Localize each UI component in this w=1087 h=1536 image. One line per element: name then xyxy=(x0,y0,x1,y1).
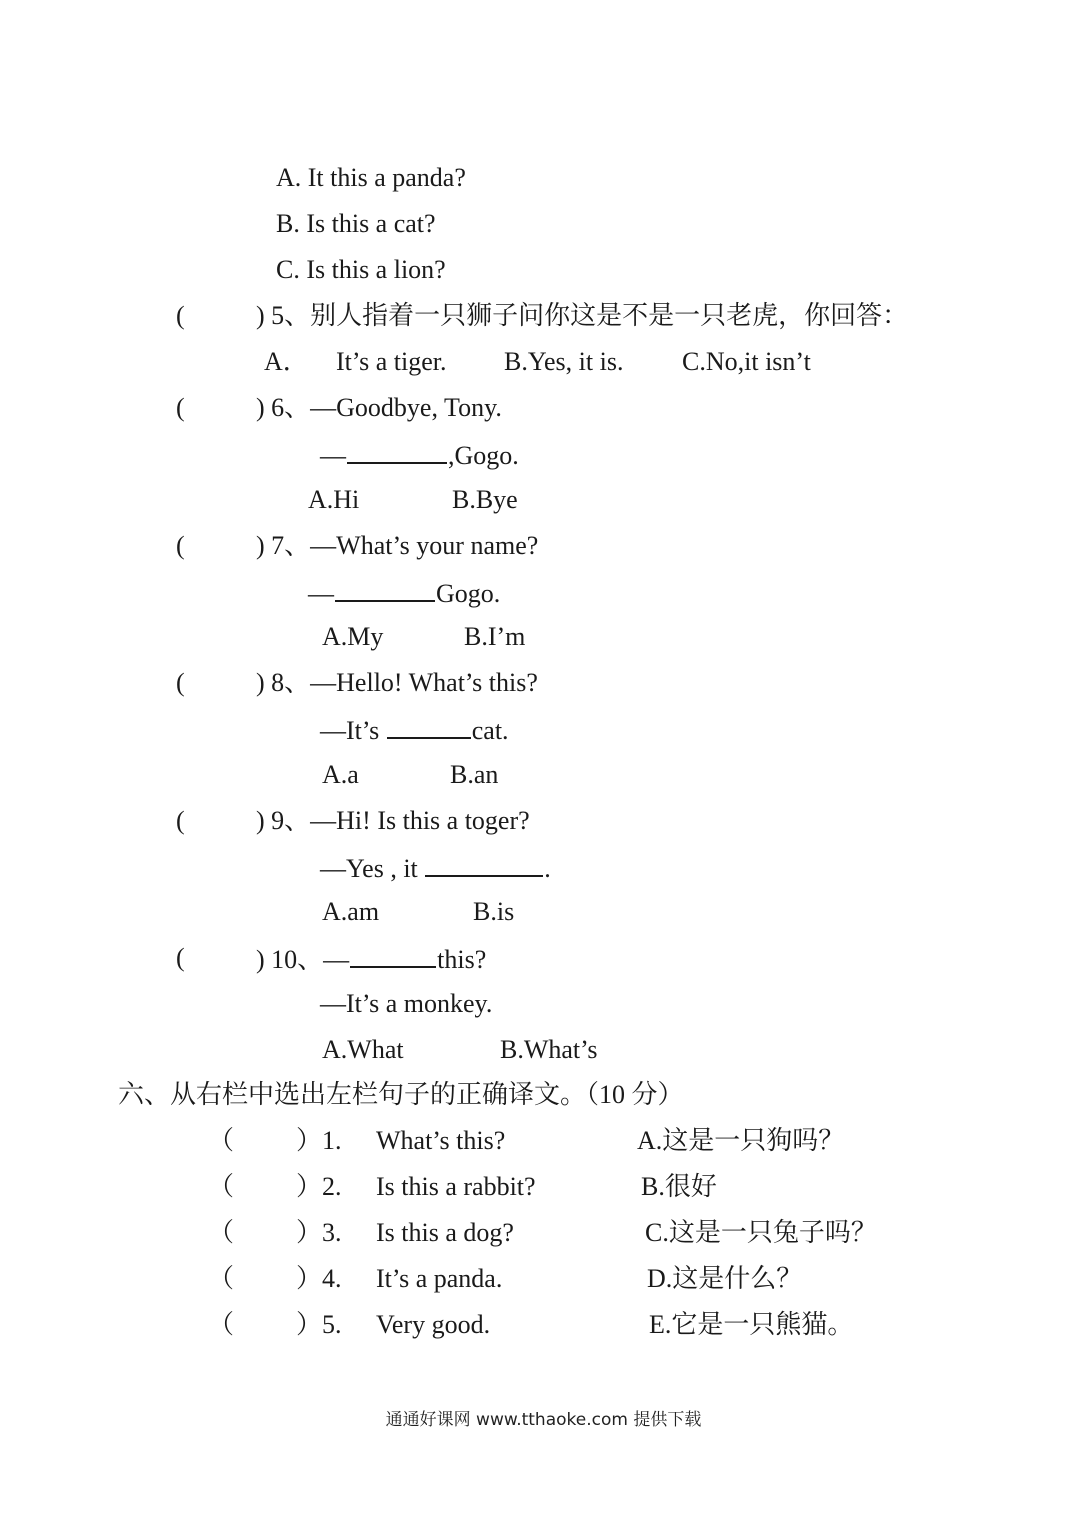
q6-option-b: B.Bye xyxy=(452,485,518,514)
q4-option-a: A. It this a panda? xyxy=(276,163,466,192)
match-row-4-chinese: D.这是什么？ xyxy=(647,1264,803,1293)
q7-reply-dash: — xyxy=(308,579,334,608)
q5-question: ) 5、别人指着一只狮子问你这是不是一只老虎，你回答： xyxy=(256,301,909,330)
q7-reply xyxy=(308,576,500,610)
q7-blank[interactable] xyxy=(335,576,435,602)
match-row-2-number: ）2. xyxy=(296,1172,342,1201)
q7-answer-open-paren: ( xyxy=(176,531,185,560)
q9-question: ) 9、—Hi! Is this a toger? xyxy=(256,806,530,835)
match-row-4-english: It’s a panda. xyxy=(376,1264,503,1293)
match-row-1-number: ）1. xyxy=(296,1126,342,1155)
q5-answer-open-paren: ( xyxy=(176,301,185,330)
q6-reply-rest: ,Gogo. xyxy=(448,441,519,470)
match-row-5-open: （ xyxy=(208,1310,235,1339)
match-row-1-open: （ xyxy=(208,1126,235,1155)
match-row-2-chinese: B.很好 xyxy=(641,1172,717,1201)
q9-answer-open-paren: ( xyxy=(176,806,185,835)
q6-reply xyxy=(320,438,519,472)
q8-reply-rest: cat. xyxy=(471,716,509,745)
q4-option-b: B. Is this a cat? xyxy=(276,209,436,238)
q9-reply-start: —Yes , it xyxy=(320,854,425,883)
q5-option-b: B.Yes, it is. xyxy=(504,347,624,376)
q10-question-start: ) 10、— xyxy=(256,945,350,974)
q6-option-a: A.Hi xyxy=(308,485,360,514)
q10-blank[interactable] xyxy=(350,942,436,968)
q8-option-a: A.a xyxy=(322,760,359,789)
q8-reply-start: —It’s xyxy=(320,716,386,745)
q8-option-b: B.an xyxy=(450,760,499,789)
match-row-2-english: Is this a rabbit? xyxy=(376,1172,536,1201)
q10-question-rest: this? xyxy=(437,945,487,974)
footer-source: 通通好课网 www.tthaoke.com 提供下载 xyxy=(385,1410,702,1430)
q8-answer-open-paren: ( xyxy=(176,668,185,697)
match-row-5-number: ）5. xyxy=(296,1310,342,1339)
q10-reply: —It’s a monkey. xyxy=(320,989,493,1018)
q9-reply-rest: . xyxy=(544,854,551,883)
q7-reply-rest: Gogo. xyxy=(436,579,501,608)
q10-answer-open-paren: ( xyxy=(176,943,185,972)
match-row-3-open: （ xyxy=(208,1218,235,1247)
match-row-5-chinese: E.它是一只熊猫。 xyxy=(649,1310,854,1339)
match-row-5-english: Very good. xyxy=(376,1310,491,1339)
q6-blank[interactable] xyxy=(347,438,447,464)
q4-option-c: C. Is this a lion? xyxy=(276,255,446,284)
q8-blank[interactable] xyxy=(387,713,471,739)
q10-option-b: B.What’s xyxy=(500,1035,598,1064)
section6-heading: 六、从右栏中选出左栏句子的正确译文。（10 分） xyxy=(118,1080,684,1109)
q10-question xyxy=(256,942,486,976)
match-row-3-chinese: C.这是一只兔子吗？ xyxy=(645,1218,877,1247)
q7-option-b: B.I’m xyxy=(464,622,526,651)
q5-option-a-label: A． xyxy=(264,347,309,376)
q7-option-a: A.My xyxy=(322,622,384,651)
match-row-3-number: ）3. xyxy=(296,1218,342,1247)
q5-option-c: C.No,it isn’t xyxy=(682,347,811,376)
match-row-3-english: Is this a dog? xyxy=(376,1218,514,1247)
q8-question: ) 8、—Hello! What’s this? xyxy=(256,668,538,697)
q9-option-b: B.is xyxy=(473,897,515,926)
match-row-2-open: （ xyxy=(208,1172,235,1201)
q9-blank[interactable] xyxy=(425,851,543,877)
q8-reply xyxy=(320,713,509,747)
q7-question: ) 7、—What’s your name? xyxy=(256,531,539,560)
q9-option-a: A.am xyxy=(322,897,380,926)
match-row-1-chinese: A.这是一只狗吗？ xyxy=(637,1126,845,1155)
q5-option-a: It’s a tiger. xyxy=(336,347,447,376)
q9-reply xyxy=(320,851,551,885)
q10-option-a: A.What xyxy=(322,1035,404,1064)
q6-question: ) 6、—Goodbye, Tony. xyxy=(256,393,502,422)
q6-reply-dash: — xyxy=(320,441,346,470)
match-row-1-english: What’s this? xyxy=(376,1126,506,1155)
match-row-4-open: （ xyxy=(208,1264,235,1293)
match-row-4-number: ）4. xyxy=(296,1264,342,1293)
q6-answer-open-paren: ( xyxy=(176,393,185,422)
